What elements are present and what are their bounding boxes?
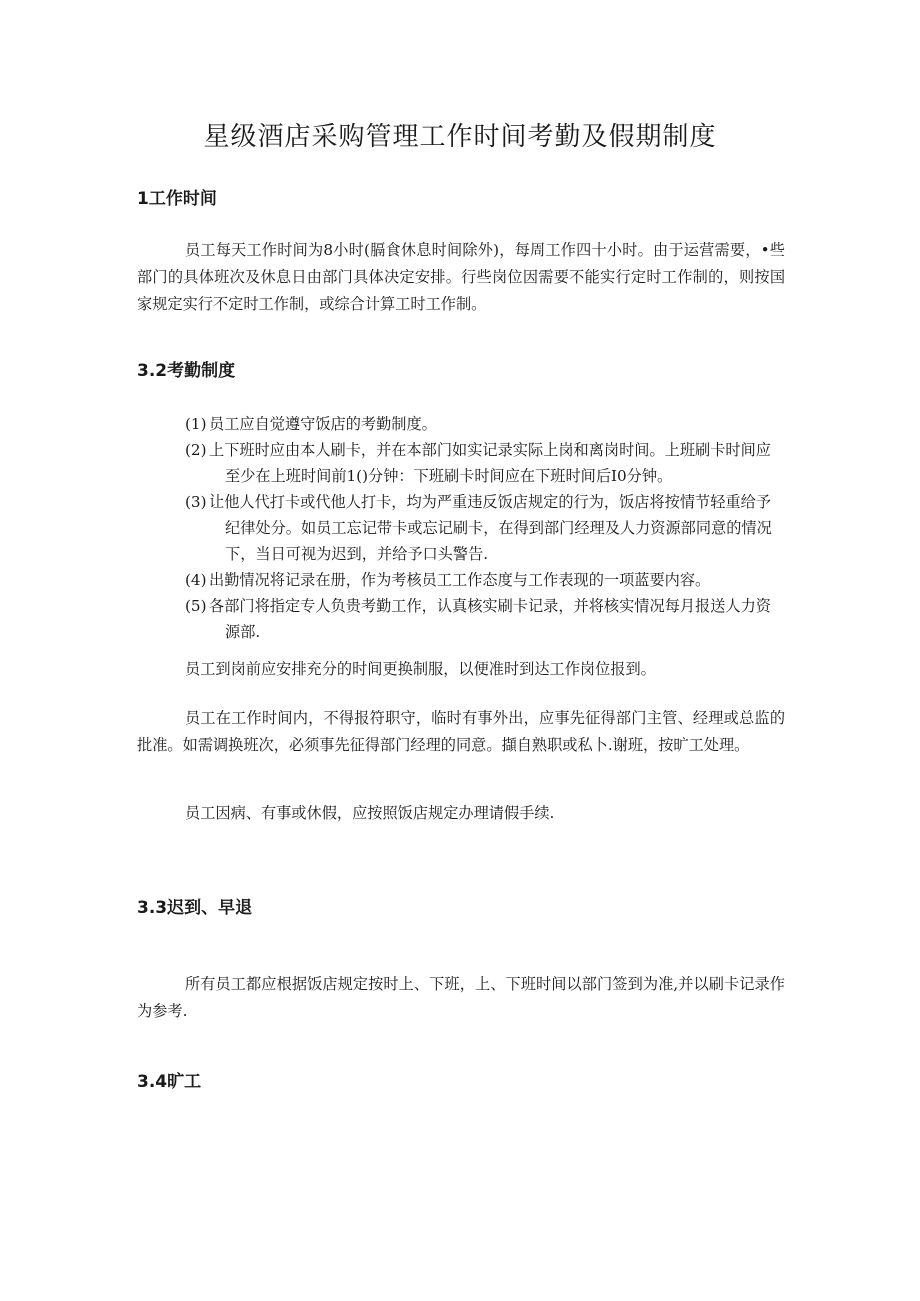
list-item-number: (3) [185, 493, 207, 511]
list-item [185, 489, 785, 567]
list-item [185, 593, 785, 645]
list-item [185, 437, 785, 489]
list-item-number: (4) [185, 571, 207, 589]
paragraph-work-hours: 员工每天工作时间为8小时(膈食休息时间除外)，每周工作四十小时。由于运营需要，•些部门的具体班次及休息日由部门具体决定安排。行些岗位因需要不能实行定时工作制的，则按国家规定实行不定时工作制，或综合计算工时工作制。 [137, 241, 785, 313]
list-item-text: 员工应自觉遵守饭店的考勤制度。 [209, 415, 437, 433]
list-item-number: (1) [185, 415, 207, 433]
section-heading-work-time: 1工作时间 [137, 189, 217, 209]
section-heading-attendance: 3.2考勤制度 [137, 361, 236, 381]
section-heading-absenteeism: 3.4旷工 [137, 1072, 202, 1092]
attendance-rules-list [185, 411, 785, 645]
paragraph-punctuality: 所有员工都应根据饭店规定按时上、下班，上、下班时间以部门签到为准,并以刷卡记录作为参考. [137, 975, 785, 1020]
section-heading-late-early: 3.3迟到、早退 [137, 898, 253, 918]
list-item-text: 上下班时应由本人刷卡，并在本部门如实记录实际上岗和离岗时间。上班刷卡时间应至少在上班时间前1()分钟：下班刷卡时间应在下班时间后I0分钟。 [209, 441, 771, 485]
paragraph-sick-leave: 员工因病、有事或休假，应按照饭店规定办理请假手续. [185, 804, 555, 822]
list-item [185, 567, 785, 593]
list-item-number: (2) [185, 441, 207, 459]
document-title: 星级酒店采购管理工作时间考勤及假期制度 [203, 122, 717, 152]
paragraph-uniform: 员工到岗前应安排充分的时间更换制服，以便准时到达工作岗位报到。 [185, 660, 656, 678]
list-item-text: 各部门将指定专人负贵考勤工作，认真核实刷卡记录，并将核实情况每月报送人力资源部. [209, 597, 771, 641]
list-item [185, 411, 785, 437]
list-item-number: (5) [185, 597, 207, 615]
list-item-text: 出勤情况将记录在册，作为考核员工工作态度与工作表现的一项蓝要内容。 [209, 571, 711, 589]
paragraph-leave-post: 员工在工作时间内，不得报符职守，临时有事外出，应事先征得部门主管、经理或总监的批准。如需调换班次，必须事先征得部门经理的同意。擷自熟职或私卜.谢班，按旷工处理。 [137, 709, 785, 754]
list-item-text: 让他人代打卡或代他人打卡，均为严重违反饭店规定的行为，饭店将按情节轻重给予纪律处分。如员工忘记带卡或忘记刷卡，在得到部门经理及人力资源部同意的情况下，当日可视为迟到，并给予口头警告. [209, 493, 772, 563]
